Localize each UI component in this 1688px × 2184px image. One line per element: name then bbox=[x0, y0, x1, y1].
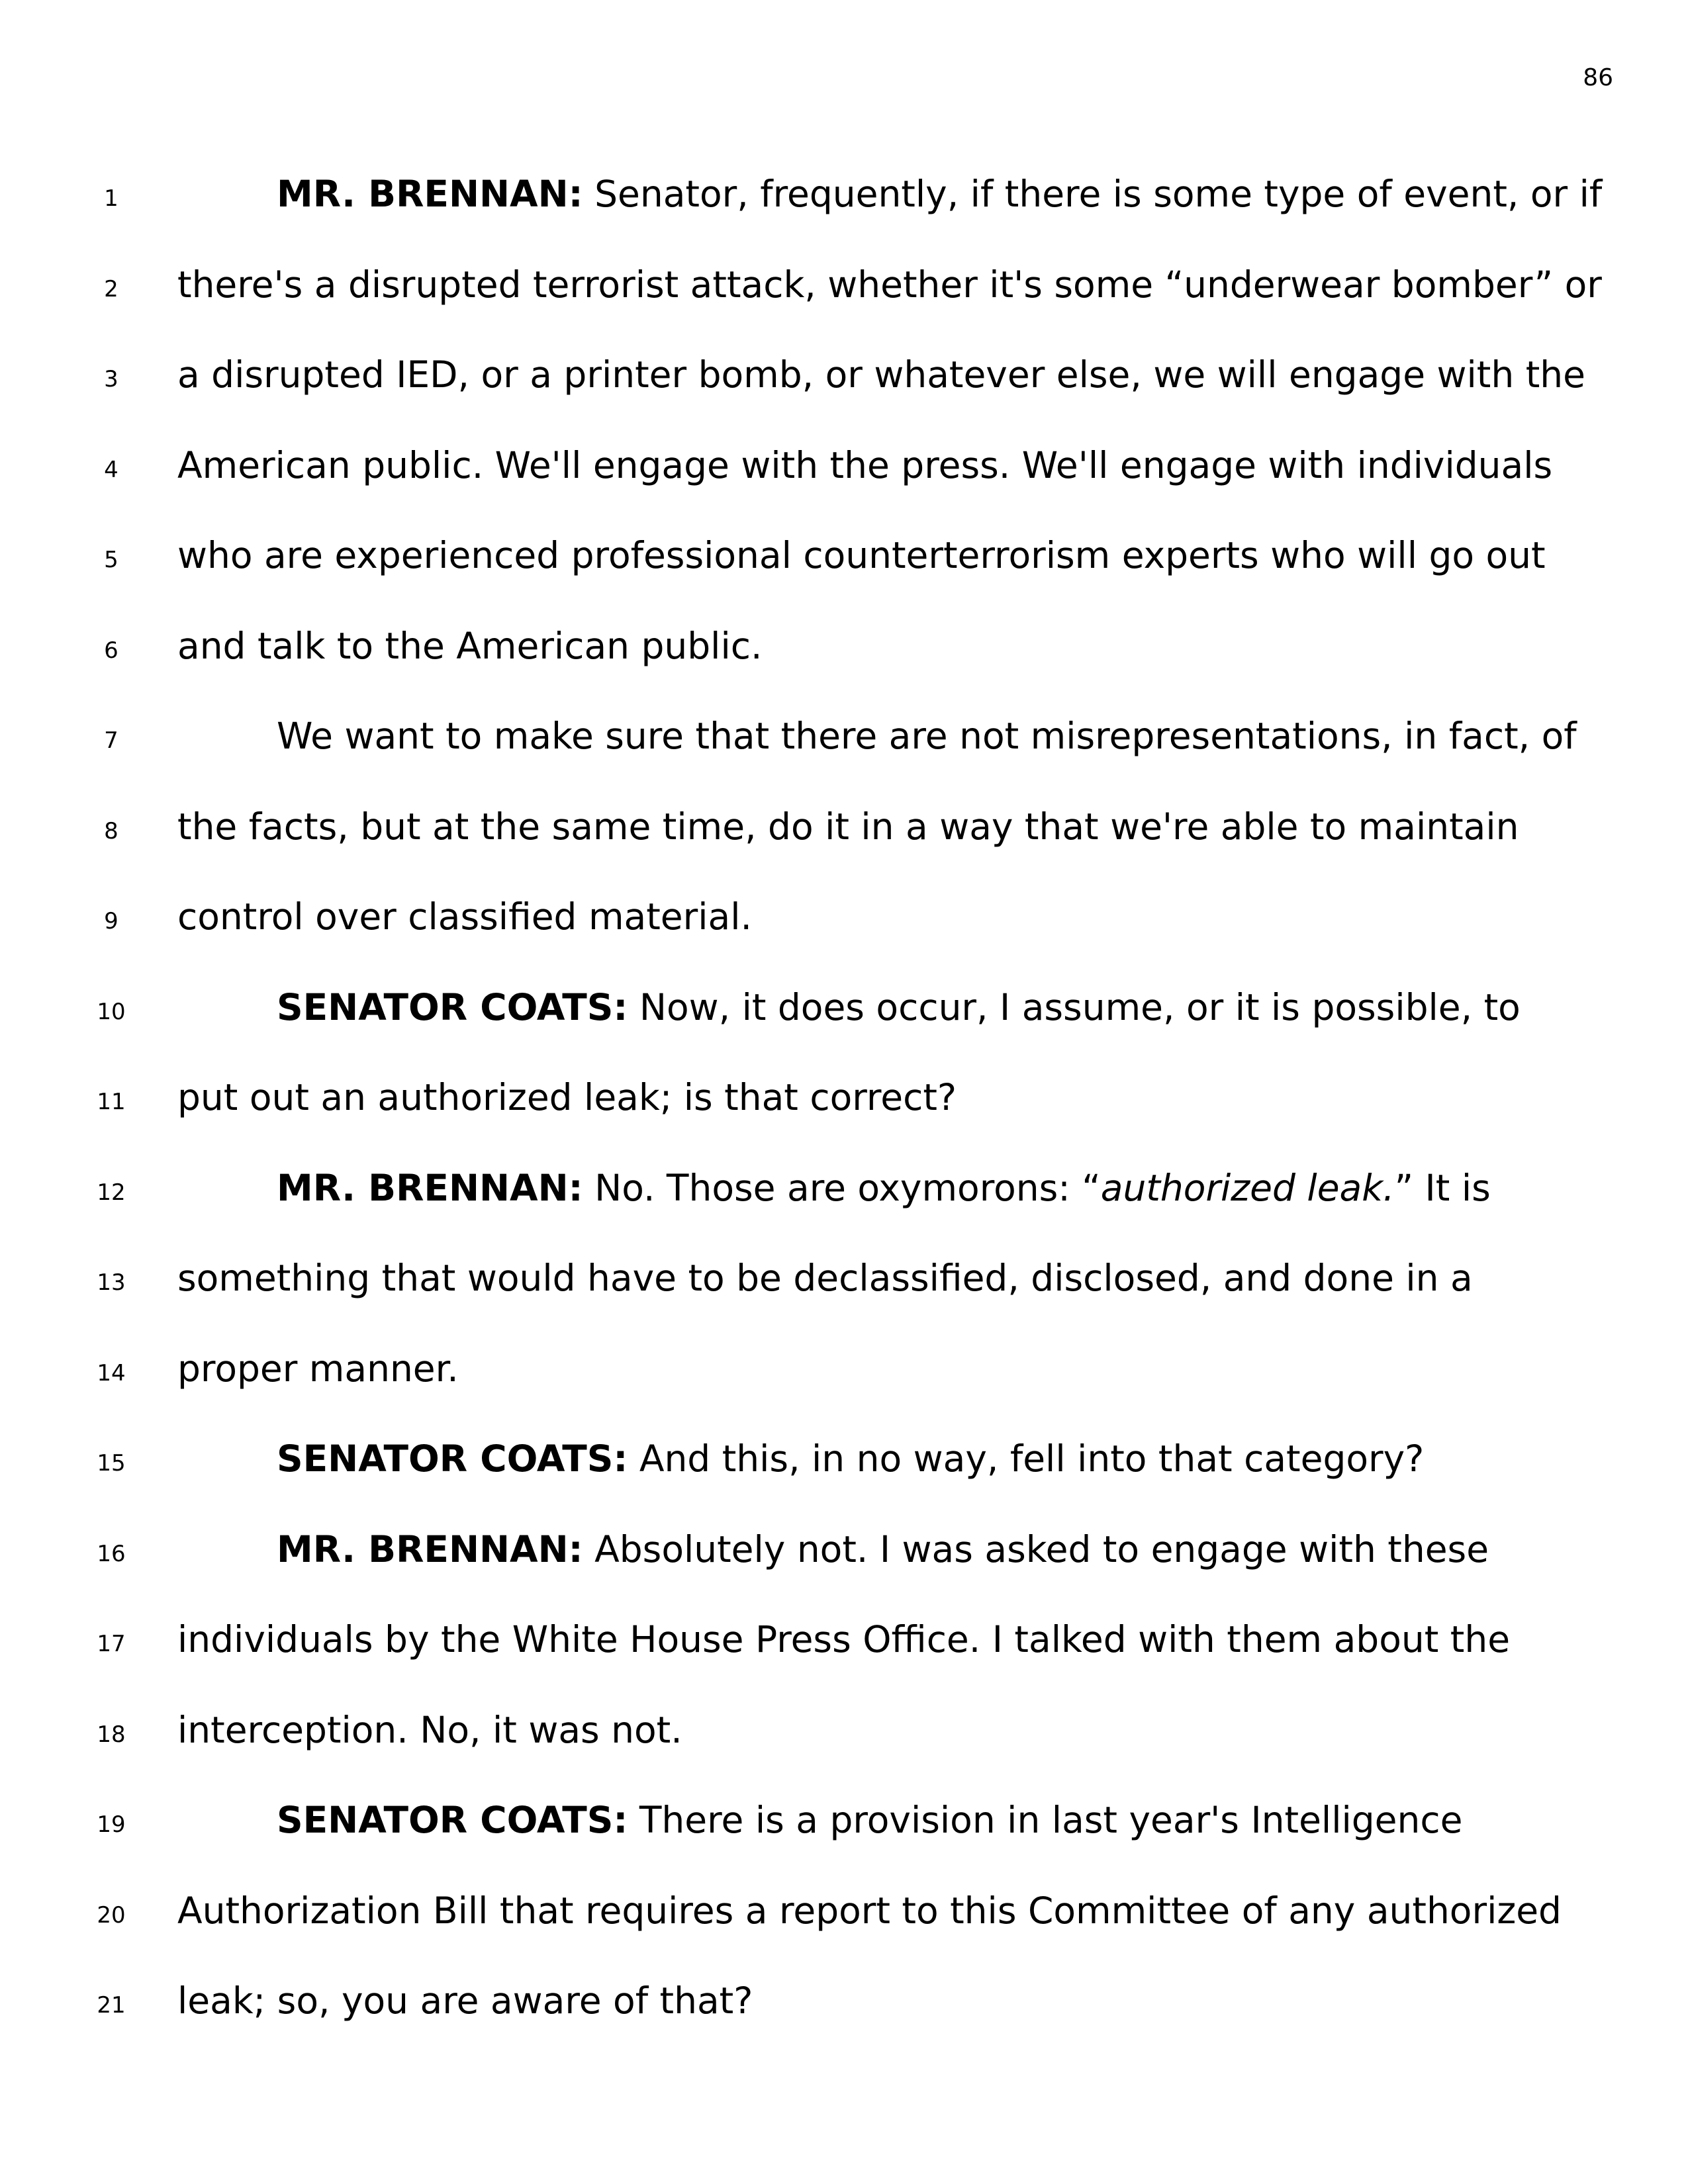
line-content: Authorization Bill that requires a report to this Committee of any authorized bbox=[177, 1889, 1562, 1932]
line-number: 6 bbox=[104, 637, 118, 664]
line-content: something that would have to be declassified, disclosed, and done in a bbox=[177, 1257, 1473, 1299]
line-number: 14 bbox=[97, 1359, 126, 1387]
line-text bbox=[277, 1798, 1462, 1842]
line-content: proper manner. bbox=[177, 1347, 459, 1390]
transcript-line bbox=[0, 248, 1688, 339]
line-number: 11 bbox=[97, 1089, 126, 1115]
emphasized-phrase: authorized leak. bbox=[1100, 1166, 1395, 1209]
speaker-name: SENATOR COATS: bbox=[277, 985, 628, 1028]
line-text bbox=[277, 985, 1521, 1029]
line-number: 8 bbox=[104, 817, 118, 844]
line-content: leak; so, you are aware of that? bbox=[177, 1979, 753, 2022]
line-content: Absolutely not. I was asked to engage with these bbox=[583, 1527, 1489, 1570]
line-number: 3 bbox=[104, 366, 118, 392]
line-number: 21 bbox=[97, 1992, 126, 2019]
line-content: There is a provision in last year's Intelligence bbox=[628, 1799, 1463, 1841]
transcript-line bbox=[0, 1874, 1688, 1965]
line-number: 1 bbox=[104, 185, 118, 212]
transcript-line bbox=[0, 790, 1688, 881]
speaker-name: MR. BRENNAN: bbox=[277, 1527, 583, 1570]
line-number: 2 bbox=[104, 275, 118, 302]
speaker-name: SENATOR COATS: bbox=[277, 1799, 628, 1841]
line-number: 17 bbox=[97, 1631, 126, 1657]
line-content: there's a disrupted terrorist attack, whether it's some “underwear bomber” or bbox=[177, 263, 1602, 306]
transcript-body bbox=[0, 158, 1688, 2055]
transcript-line bbox=[0, 880, 1688, 971]
page-number: 86 bbox=[1583, 64, 1613, 91]
line-number: 19 bbox=[97, 1811, 126, 1838]
transcript-line bbox=[0, 158, 1688, 248]
line-content: No. Those are oxymorons: “ bbox=[583, 1166, 1101, 1209]
transcript-line bbox=[0, 700, 1688, 790]
line-number: 12 bbox=[97, 1179, 126, 1206]
line-number: 16 bbox=[97, 1540, 126, 1567]
line-content: control over classified material. bbox=[177, 895, 752, 938]
line-content: Senator, frequently, if there is some type of event, or if bbox=[583, 173, 1603, 215]
line-content: the facts, but at the same time, do it in a way that we're able to maintain bbox=[177, 805, 1519, 848]
line-number: 9 bbox=[104, 908, 118, 934]
line-content: And this, in no way, fell into that category? bbox=[628, 1437, 1425, 1480]
transcript-line bbox=[0, 1603, 1688, 1694]
line-content: a disrupted IED, or a printer bomb, or whatever else, we will engage with the bbox=[177, 353, 1585, 396]
transcript-line bbox=[0, 971, 1688, 1062]
line-number: 15 bbox=[97, 1450, 126, 1477]
transcript-line bbox=[0, 610, 1688, 700]
line-content: Now, it does occur, I assume, or it is possible, to bbox=[628, 985, 1521, 1028]
transcript-line bbox=[0, 1694, 1688, 1784]
line-content-after: ” It is bbox=[1394, 1166, 1491, 1209]
transcript-line bbox=[0, 1964, 1688, 2055]
line-number: 4 bbox=[104, 456, 118, 483]
transcript-line bbox=[0, 1513, 1688, 1604]
transcript-line bbox=[0, 1784, 1688, 1874]
transcript-line bbox=[0, 1422, 1688, 1513]
line-number: 18 bbox=[97, 1721, 126, 1748]
speaker-name: MR. BRENNAN: bbox=[277, 173, 583, 215]
line-number: 20 bbox=[97, 1901, 126, 1929]
line-content: We want to make sure that there are not misrepresentations, in fact, of bbox=[277, 715, 1577, 757]
transcript-line bbox=[0, 1152, 1688, 1242]
line-content: who are experienced professional counterterrorism experts who will go out bbox=[177, 534, 1546, 576]
transcript-line bbox=[0, 1061, 1688, 1152]
line-content: put out an authorized leak; is that correct? bbox=[177, 1076, 957, 1118]
transcript-line bbox=[0, 429, 1688, 520]
line-number: 13 bbox=[97, 1269, 126, 1296]
line-content: and talk to the American public. bbox=[177, 624, 763, 667]
speaker-name: SENATOR COATS: bbox=[277, 1437, 628, 1480]
line-content: American public. We'll engage with the press. We'll engage with individuals bbox=[177, 443, 1553, 486]
line-number: 10 bbox=[97, 998, 126, 1025]
line-number: 5 bbox=[104, 547, 118, 573]
line-text bbox=[277, 1166, 1491, 1210]
line-text bbox=[277, 1437, 1424, 1480]
transcript-line bbox=[0, 338, 1688, 429]
line-text bbox=[277, 1527, 1489, 1571]
line-content: interception. No, it was not. bbox=[177, 1708, 682, 1751]
line-number: 7 bbox=[104, 727, 118, 754]
line-text bbox=[277, 172, 1602, 216]
speaker-name: MR. BRENNAN: bbox=[277, 1166, 583, 1209]
line-content: individuals by the White House Press Office. I talked with them about the bbox=[177, 1618, 1511, 1661]
transcript-line bbox=[0, 1332, 1688, 1423]
transcript-line bbox=[0, 519, 1688, 610]
transcript-line bbox=[0, 1242, 1688, 1332]
